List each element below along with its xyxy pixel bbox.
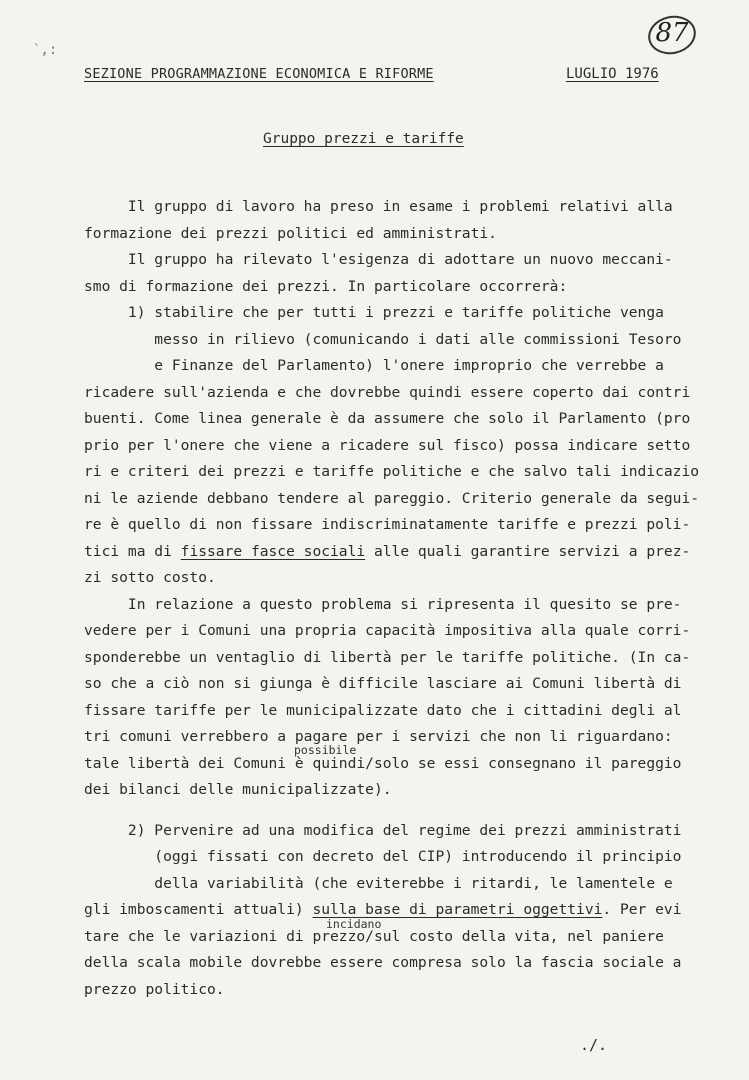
underlined-phrase: sulla base di parametri oggettivi bbox=[312, 901, 603, 918]
text-line: 2) Pervenire ad una modifica del regime dei prezzi amministrati bbox=[84, 821, 682, 839]
text-line: ni le aziende debbano tendere al pareggio. Criterio generale da segui- bbox=[84, 489, 700, 507]
text-line: vedere per i Comuni una propria capacità impositiva alla quale corri- bbox=[84, 622, 691, 639]
text-line: messo in rilievo (comunicando i dati alle commissioni Tesoro bbox=[84, 330, 682, 348]
interlinear-insertion: possibile bbox=[294, 743, 357, 757]
text-run: gli imboscamenti attuali) bbox=[84, 901, 313, 918]
text-line: 1) stabilire che per tutti i prezzi e tariffe politiche venga bbox=[84, 304, 664, 321]
text-line: ri e criteri dei prezzi e tariffe politiche e che salvo tali indicazio bbox=[84, 463, 700, 480]
text-line: tare che le variazioni di prezzo/sul costo della vita, nel paniere bbox=[84, 927, 664, 945]
text-line: della scala mobile dovrebbe essere compresa solo la fascia sociale a bbox=[84, 954, 682, 971]
text-line: Il gruppo ha rilevato l'esigenza di adottare un nuovo meccani- bbox=[84, 251, 673, 268]
section-header: SEZIONE PROGRAMMAZIONE ECONOMICA E RIFORME bbox=[84, 66, 434, 82]
text-line: tale libertà dei Comuni è quindi/solo se essi consegnano il pareggio bbox=[84, 754, 682, 772]
text-run: alle quali garantire servizi a prez- bbox=[365, 542, 691, 560]
text-line: e Finanze del Parlamento) l'onere improprio che verrebbe a bbox=[84, 357, 664, 374]
text-line: sponderebbe un ventaglio di libertà per le tariffe politiche. (In ca- bbox=[84, 648, 691, 666]
text-line: tri comuni verrebbero a pagare per i servizi che non li riguardano: bbox=[84, 728, 673, 745]
paragraph-gap bbox=[84, 804, 724, 818]
text-line: dei bilanci delle municipalizzate). bbox=[84, 781, 392, 798]
text-run: tici ma di bbox=[84, 542, 181, 560]
document-date: LUGLIO 1976 bbox=[566, 66, 659, 82]
document-body bbox=[84, 194, 724, 1003]
underlined-phrase: fissare fasce sociali bbox=[180, 542, 366, 560]
document-title: Gruppo prezzi e tariffe bbox=[263, 131, 464, 147]
text-line: zi sotto costo. bbox=[84, 569, 216, 586]
text-line: buenti. Come linea generale è da assumere che solo il Parlamento (pro bbox=[84, 410, 691, 427]
text-line: In relazione a questo problema si ripresenta il quesito se pre- bbox=[84, 595, 682, 613]
text-line: fissare tariffe per le municipalizzate dato che i cittadini degli al bbox=[84, 701, 682, 719]
text-run: . Per evi bbox=[602, 901, 682, 918]
corner-mark: ‵,: bbox=[32, 42, 58, 58]
text-line bbox=[84, 897, 724, 924]
text-line: re è quello di non fissare indiscriminatamente tariffe e prezzi poli- bbox=[84, 516, 691, 533]
text-line: prio per l'onere che viene a ricadere sul fisco) possa indicare setto bbox=[84, 436, 691, 454]
text-line: (oggi fissati con decreto del CIP) introducendo il principio bbox=[84, 848, 682, 865]
text-line: formazione dei prezzi politici ed amministrati. bbox=[84, 224, 497, 242]
text-line: Il gruppo di lavoro ha preso in esame i problemi relativi alla bbox=[84, 198, 673, 215]
text-line bbox=[84, 539, 724, 566]
handwritten-page-number: 87 bbox=[650, 14, 694, 52]
interlinear-insertion: incidano bbox=[326, 917, 382, 931]
continuation-mark: ./. bbox=[580, 1036, 608, 1054]
text-line: prezzo politico. bbox=[84, 980, 225, 998]
text-line: so che a ciò non si giunga è difficile lasciare ai Comuni libertà di bbox=[84, 675, 682, 692]
text-line: ricadere sull'azienda e che dovrebbe quindi essere coperto dai contri bbox=[84, 383, 691, 401]
text-line: smo di formazione dei prezzi. In particolare occorrerà: bbox=[84, 277, 568, 295]
text-line: della variabilità (che eviterebbe i ritardi, le lamentele e bbox=[84, 874, 673, 892]
